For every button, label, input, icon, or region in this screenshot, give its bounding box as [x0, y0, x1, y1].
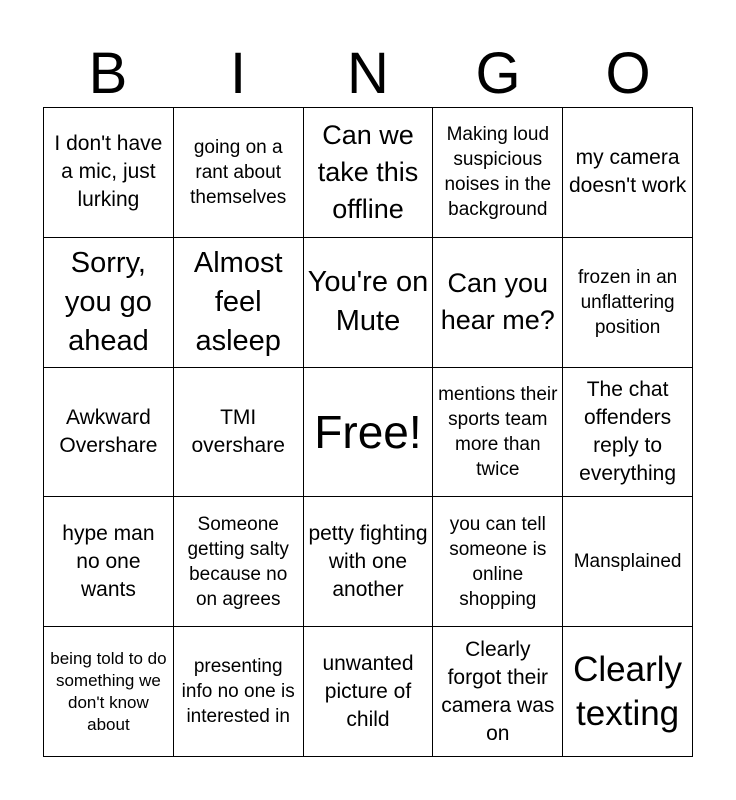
bingo-header [43, 40, 693, 108]
bingo-cell[interactable] [563, 627, 693, 757]
cell-text: frozen in an unflattering position [577, 266, 678, 338]
cell-text: Someone getting salty because no on agrees [187, 513, 289, 610]
cell-text: Clearly forgot their camera was on [441, 637, 555, 745]
bingo-cell[interactable] [44, 497, 174, 627]
cell-text: Mansplained [573, 551, 682, 573]
cell-text: presenting info no one is interested in [181, 656, 295, 728]
free-space-cell[interactable] [304, 368, 434, 498]
cell-text: Making loud suspicious noises in the background [444, 124, 552, 221]
bingo-cell[interactable] [304, 627, 434, 757]
bingo-cell[interactable] [44, 108, 174, 238]
cell-text: being told to do something we don't know about [50, 648, 167, 734]
bingo-cell[interactable] [174, 497, 304, 627]
cell-text: Almost feel asleep [193, 246, 283, 357]
bingo-cell[interactable] [563, 238, 693, 368]
header-letter-b: B [88, 41, 128, 106]
bingo-cell[interactable] [44, 627, 174, 757]
bingo-cell[interactable] [174, 368, 304, 498]
bingo-cell[interactable] [433, 238, 563, 368]
bingo-cell[interactable] [433, 108, 563, 238]
bingo-cell[interactable] [44, 238, 174, 368]
bingo-cell[interactable] [563, 368, 693, 498]
bingo-cell[interactable] [304, 238, 434, 368]
header-letter-i: I [229, 41, 247, 106]
cell-text: You're on Mute [307, 266, 429, 338]
cell-text: The chat offenders reply to everything [579, 377, 677, 485]
bingo-cell[interactable] [174, 238, 304, 368]
cell-text: unwanted picture of child [322, 651, 414, 731]
cell-text: Clearly texting [573, 649, 683, 733]
header-letter-g: G [475, 41, 521, 106]
cell-text: my camera doesn't work [568, 146, 687, 198]
cell-text: going on a rant about themselves [190, 136, 287, 208]
cell-text: Can you hear me? [440, 268, 555, 336]
bingo-board [43, 107, 693, 757]
cell-text: Sorry, you go ahead [64, 246, 152, 357]
bingo-cell[interactable] [433, 368, 563, 498]
cell-text: Awkward Overshare [59, 405, 158, 457]
cell-text: hype man no one wants [62, 521, 155, 601]
bingo-cell[interactable] [174, 627, 304, 757]
bingo-cell[interactable] [563, 108, 693, 238]
header-letter-o: O [605, 41, 651, 106]
header-letter-n: N [347, 41, 389, 106]
free-space-text: Free! [314, 405, 422, 458]
cell-text: I don't have a mic, just lurking [54, 132, 163, 212]
bingo-cell[interactable] [433, 497, 563, 627]
bingo-cell[interactable] [174, 108, 304, 238]
bingo-cell[interactable] [563, 497, 693, 627]
cell-text: petty fighting with one another [308, 521, 428, 601]
cell-text: TMI overshare [191, 405, 285, 457]
cell-text: Can we take this offline [317, 119, 419, 224]
bingo-cell[interactable] [304, 108, 434, 238]
cell-text: you can tell someone is online shopping [449, 513, 547, 610]
bingo-cell[interactable] [433, 627, 563, 757]
bingo-cell[interactable] [304, 497, 434, 627]
bingo-cell[interactable] [44, 368, 174, 498]
cell-text: mentions their sports team more than twice [438, 383, 558, 480]
